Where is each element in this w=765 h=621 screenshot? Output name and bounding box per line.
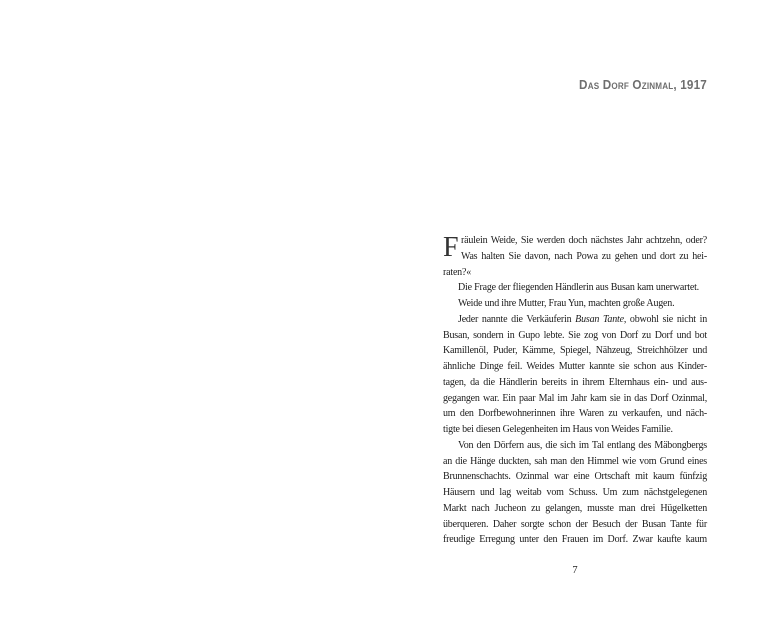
text-line [443, 501, 707, 517]
text-run: tagen, da die Händlerin bereits in ihrem Elternhaus ein- und aus- [443, 376, 707, 388]
text-run: freudige Erregung unter den Frauen im Dorf. Zwar kaufte kaum [443, 534, 707, 546]
paragraph [443, 280, 707, 296]
text-run: gegangen war. Ein paar Mal im Jahr kam sie in das Dorf Ozinmal, [443, 392, 707, 404]
text-run: um den Dorfbewohnerinnen ihre Waren zu verkaufen, und näch- [443, 408, 707, 420]
text-run: räulein Weide, Sie werden doch nächstes Jahr achtzehn, oder? [461, 235, 707, 246]
chapter-heading: Das Dorf Ozinmal, 1917 [579, 77, 707, 92]
text-run: Markt nach Jucheon zu gelangen, musste man drei Hügelketten [443, 502, 707, 514]
paragraph [443, 296, 707, 312]
text-run: , obwohl sie nicht in [623, 313, 707, 325]
text-line [443, 375, 707, 391]
text-line [443, 359, 707, 375]
text-line [443, 406, 707, 422]
body-text [443, 233, 707, 548]
text-line [443, 438, 707, 454]
text-line [443, 391, 707, 407]
paragraph [443, 438, 707, 548]
text-run: Jeder nannte die Verkäuferin [458, 313, 576, 325]
text-line [443, 296, 707, 312]
text-run: Was halten Sie davon, nach Powa zu gehen und dort zu hei- [461, 250, 707, 262]
text-line [443, 328, 707, 344]
text-run: Weide und ihre Mutter, Frau Yun, machten große Augen. [458, 298, 675, 309]
text-line [443, 532, 707, 548]
text-run: Die Frage der fliegenden Händlerin aus Busan kam unerwartet. [458, 282, 699, 294]
text-run: an die Hänge duckten, sah man den Himmel wie vom Grund eines [443, 455, 707, 467]
text-line [443, 517, 707, 533]
page-number: 7 [572, 565, 578, 576]
text-line [443, 469, 707, 485]
text-run: ähnliche Dinge feil. Weides Mutter kannte sie schon aus Kinder- [443, 361, 707, 372]
text-run: Von den Dörfern aus, die sich im Tal entlang des Mäbongbergs [458, 439, 707, 451]
paragraph [443, 233, 707, 280]
text-run: Busan, sondern in Gupo lebte. Sie zog von Dorf zu Dorf und bot [443, 329, 707, 341]
text-line [443, 343, 707, 359]
book-page [443, 0, 707, 621]
text-line [443, 280, 707, 296]
text-line [443, 485, 707, 501]
text-run: überqueren. Daher sorgte schon der Besuch der Busan Tante für [443, 518, 707, 530]
text-line [443, 249, 707, 265]
text-run: Brunnenschachts. Ozinmal war eine Ortschaft mit kaum fünfzig [443, 471, 707, 483]
text-line [443, 454, 707, 470]
text-line [443, 422, 707, 438]
drop-cap: F [443, 232, 459, 263]
paragraph [443, 312, 707, 438]
text-line [443, 233, 707, 249]
italic-text-run: Busan Tante [575, 313, 624, 325]
text-line [443, 265, 707, 281]
text-run: Kamillenöl, Puder, Kämme, Spiegel, Nähzeug, Streichhölzer und [443, 345, 707, 357]
text-run: raten?« [443, 266, 472, 278]
text-line [443, 312, 707, 328]
text-run: Häusern und lag weitab vom Schuss. Um zum nächstgelegenen [443, 487, 707, 498]
text-run: tigte bei diesen Gelegenheiten im Haus von Weides Familie. [443, 424, 673, 435]
